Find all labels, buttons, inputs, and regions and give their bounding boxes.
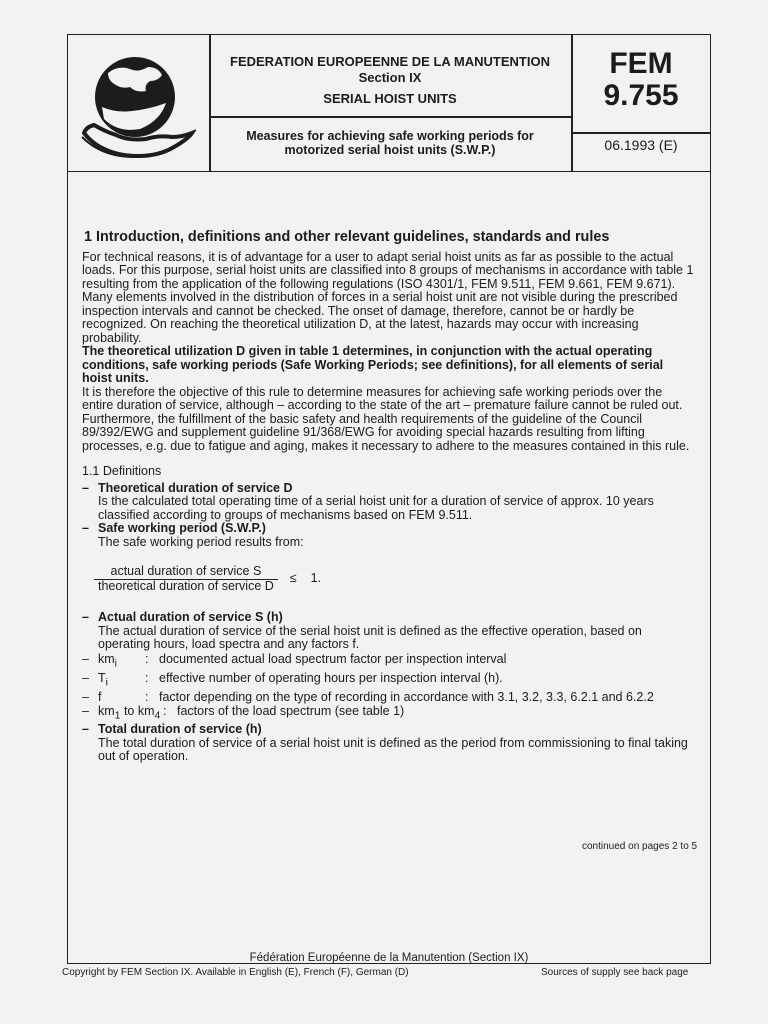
section-heading: 1 Introduction, definitions and other relevant guidelines, standards and rules (84, 229, 610, 245)
paragraph-4: It is therefore the objective of this rule to determine measures for achieving safe working periods over the entire duration of service, although – according to the state of the art – premature failure cannot be ruled out. (82, 384, 683, 412)
doc-subtitle (209, 129, 571, 157)
definition-text-1: Is the calculated total operating time of a serial hoist unit for a duration of service of approx. 10 years classified according to groups of mechanisms based on FEM 9.511. (98, 494, 654, 522)
header-divider-mid (209, 116, 571, 118)
definition-title-2: – Safe working period (S.W.P.) (82, 521, 266, 535)
continued-note: continued on pages 2 to 5 (582, 841, 698, 852)
subtitle-line-1: Measures for achieving safe working periods for (246, 129, 534, 143)
formula-one: 1. (310, 571, 322, 586)
copyright-line: Copyright by FEM Section IX. Available in English (E), French (F), German (D) (62, 967, 409, 978)
org-title (209, 54, 571, 107)
code-fem: FEM (609, 47, 673, 80)
org-line-2: Section IX (358, 70, 422, 85)
paragraph-5: Furthermore, the fulfillment of the basic safety and health requirements of the guideline of the Council 89/392/EWG and supplement guideline 91/368/EWG for avoiding special hazards resulting from lifting processes, e.g. due to fatigue and aging, makes it necessary to adhere to the measures contained in this rule. (82, 411, 690, 453)
header-divider-code (571, 132, 711, 134)
definition-text-2: The safe working period results from: (98, 534, 304, 549)
formula-leq: ≤ (289, 571, 297, 586)
doc-date: 06.1993 (E) (604, 137, 678, 153)
fem-logo (78, 51, 196, 163)
footer-federation: Fédération Européenne de la Manutention (Section IX) (249, 952, 529, 964)
definition-title-3: – Actual duration of service S (h) (82, 610, 283, 624)
paragraph-3: The theoretical utilization D given in table 1 determines, in conjunction with the actual operating conditions, safe working periods (Safe Working Periods; see definitions), for all elements of serial hoist units. (82, 344, 664, 385)
definition-title-4: – Total duration of service (h) (82, 722, 262, 736)
symbol-row-1: – $km_i$ : documented actual load spectrum factor per inspection interval (82, 651, 507, 669)
logo-text: F.E.M. (116, 91, 154, 106)
formula-numerator: actual duration of service S (94, 565, 278, 580)
header-block (68, 35, 710, 172)
subtitle-line-2: motorized serial hoist units (S.W.P.) (284, 143, 496, 157)
symbol-row-2: – $T_i$ : effective number of operating hours per inspection interval (h). (82, 670, 503, 688)
document-body (82, 231, 694, 764)
formula-fraction (94, 565, 278, 593)
definition-title-1: – Theoretical duration of service D (82, 480, 293, 495)
definitions-heading: 1.1 Definitions (82, 464, 162, 478)
org-line-1: FEDERATION EUROPEENNE DE LA MANUTENTION (230, 54, 550, 69)
org-line-3: SERIAL HOIST UNITS (323, 91, 457, 106)
definition-text-3: The actual duration of service of the serial hoist unit is defined as the effective operation, based on operating hours, load spectra and any factors f. (98, 623, 642, 651)
formula-denominator: theoretical duration of service D (98, 578, 274, 593)
symbol-row-3: – f : factor depending on the type of recording in accordance with 3.1, 3.2, 3.3, 6.2.1 and 6.2.2 (82, 689, 654, 704)
document-frame (67, 34, 711, 964)
fem-logo-icon (78, 51, 196, 163)
definition-text-4: The total duration of service of a serial hoist unit is defined as the period from commissioning to final taking out of operation. (98, 735, 688, 763)
symbol-row-4: – $km_1$ to $km_4$ : factors of the load spectrum (see table 1) (82, 704, 405, 722)
supply-note: Sources of supply see back page (541, 967, 689, 978)
paragraph-1: For technical reasons, it is of advantage for a user to adapt serial hoist units as far as possible to the actual loads. For this purpose, serial hoist units are classified into 8 groups of mechanisms in accordance with table 1 resulting from the application of the following regulations (ISO 4301/1, FEM 9.511, FEM 9.661, FEM 9.671). (82, 249, 694, 291)
swp-formula (94, 565, 694, 593)
code-number: 9.755 (603, 79, 679, 112)
paragraph-2: Many elements involved in the distribution of forces in a serial hoist unit are not visible during the prescribed inspection intervals and cannot be checked. The onset of damage, therefore, cannot be or hardly be recognized. On reaching the theoretical utilization D, at the latest, hazards may occur with increasing probability. (82, 290, 678, 345)
